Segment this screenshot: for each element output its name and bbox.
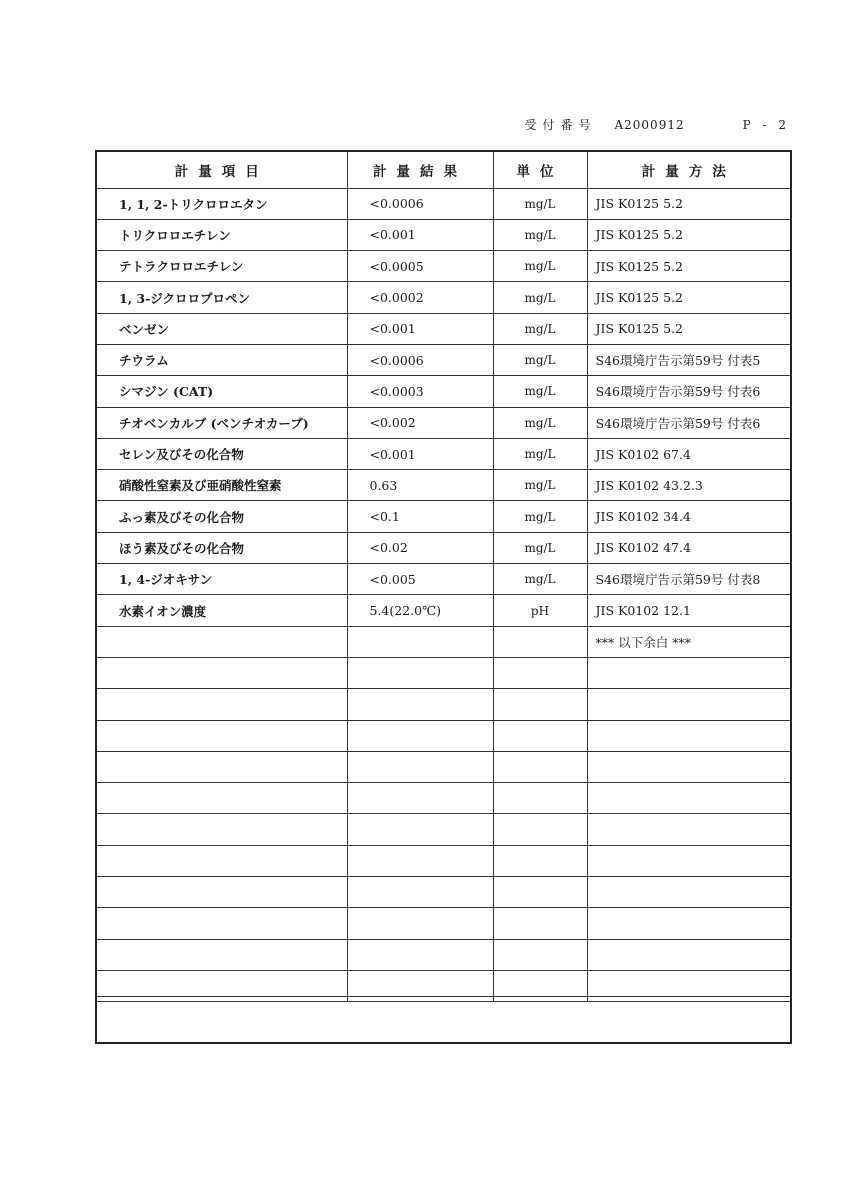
cell-unit: mg/L [493,376,587,407]
table-row [97,188,790,219]
cell-method: *** 以下余白 *** [587,626,790,657]
cell-item: テトラクロロエチレン [97,251,347,282]
cell-unit [493,814,587,845]
cell-method [587,657,790,688]
cell-unit [493,689,587,720]
remarks-box [97,996,790,1042]
cell-method: JIS K0125 5.2 [587,219,790,250]
column-header-method: 計量方法 [587,152,790,188]
cell-unit: pH [493,595,587,626]
table-row [97,845,790,876]
cell-result: <0.0002 [347,282,493,313]
cell-item: トリクロロエチレン [97,219,347,250]
cell-item [97,814,347,845]
cell-method: JIS K0125 5.2 [587,251,790,282]
table-row [97,313,790,344]
cell-method: S46環境庁告示第59号 付表6 [587,407,790,438]
cell-result: <0.0005 [347,251,493,282]
cell-result [347,657,493,688]
cell-result [347,814,493,845]
cell-item [97,689,347,720]
reception-number: A2000912 [614,118,685,132]
table-row [97,501,790,532]
table-row [97,783,790,814]
cell-unit [493,877,587,908]
cell-result [347,908,493,939]
cell-result: <0.0006 [347,188,493,219]
cell-method [587,814,790,845]
cell-item [97,657,347,688]
cell-method: JIS K0102 47.4 [587,532,790,563]
table-row [97,877,790,908]
cell-item [97,783,347,814]
cell-unit [493,626,587,657]
cell-result [347,720,493,751]
table-row [97,564,790,595]
cell-item [97,751,347,782]
cell-result [347,626,493,657]
cell-unit: mg/L [493,407,587,438]
cell-result: <0.1 [347,501,493,532]
cell-result [347,783,493,814]
cell-item: 1, 1, 2-トリクロロエタン [97,188,347,219]
cell-unit [493,939,587,970]
table-row [97,814,790,845]
table-row [97,251,790,282]
cell-unit [493,751,587,782]
reception-label: 受付番号 [524,118,597,132]
cell-unit: mg/L [493,501,587,532]
table-row [97,282,790,313]
table-row [97,470,790,501]
cell-item [97,845,347,876]
cell-result: <0.001 [347,313,493,344]
cell-unit: mg/L [493,219,587,250]
column-header-result: 計量結果 [347,152,493,188]
cell-item: チオベンカルブ (ベンチオカーブ) [97,407,347,438]
cell-item [97,877,347,908]
table-row [97,438,790,469]
cell-unit [493,908,587,939]
cell-item: ふっ素及びその化合物 [97,501,347,532]
cell-result [347,939,493,970]
cell-method: S46環境庁告示第59号 付表6 [587,376,790,407]
cell-result: <0.002 [347,407,493,438]
cell-method [587,877,790,908]
results-sheet [95,150,792,1044]
cell-result [347,845,493,876]
table-row [97,657,790,688]
cell-item [97,939,347,970]
cell-method: JIS K0102 43.2.3 [587,470,790,501]
table-row [97,689,790,720]
cell-unit [493,783,587,814]
cell-result: <0.005 [347,564,493,595]
cell-unit: mg/L [493,251,587,282]
cell-unit: mg/L [493,344,587,375]
cell-method [587,783,790,814]
cell-unit [493,720,587,751]
cell-unit: mg/L [493,564,587,595]
table-row [97,376,790,407]
cell-result: 5.4(22.0℃) [347,595,493,626]
cell-unit: mg/L [493,532,587,563]
cell-result [347,877,493,908]
cell-item: チウラム [97,344,347,375]
cell-unit: mg/L [493,188,587,219]
table-header-row [97,152,790,188]
cell-method [587,689,790,720]
cell-method: JIS K0125 5.2 [587,313,790,344]
cell-method [587,908,790,939]
cell-result: <0.02 [347,532,493,563]
cell-item [97,908,347,939]
cell-item: シマジン (CAT) [97,376,347,407]
table-row [97,407,790,438]
cell-unit: mg/L [493,313,587,344]
cell-result: 0.63 [347,470,493,501]
cell-item [97,720,347,751]
reception-header [524,116,790,133]
cell-method: S46環境庁告示第59号 付表8 [587,564,790,595]
cell-item: セレン及びその化合物 [97,438,347,469]
cell-method: JIS K0125 5.2 [587,282,790,313]
page-number: P - 2 [742,118,790,132]
table-row [97,532,790,563]
cell-result: <0.001 [347,438,493,469]
cell-item: ベンゼン [97,313,347,344]
cell-method: JIS K0102 34.4 [587,501,790,532]
cell-method [587,720,790,751]
cell-item: 1, 4-ジオキサン [97,564,347,595]
table-row [97,219,790,250]
cell-item: 1, 3-ジクロロプロペン [97,282,347,313]
cell-result [347,751,493,782]
cell-method: S46環境庁告示第59号 付表5 [587,344,790,375]
cell-unit [493,657,587,688]
cell-unit: mg/L [493,470,587,501]
column-header-item: 計量項目 [97,152,347,188]
cell-method: JIS K0102 67.4 [587,438,790,469]
cell-item: 水素イオン濃度 [97,595,347,626]
table-row [97,626,790,657]
table-row [97,595,790,626]
cell-item: 硝酸性窒素及び亜硝酸性窒素 [97,470,347,501]
cell-result [347,689,493,720]
cell-method [587,751,790,782]
column-header-unit: 単位 [493,152,587,188]
cell-unit: mg/L [493,438,587,469]
cell-result: <0.0006 [347,344,493,375]
table-row [97,751,790,782]
table-row [97,908,790,939]
results-table [97,152,790,1002]
cell-unit: mg/L [493,282,587,313]
cell-item: ほう素及びその化合物 [97,532,347,563]
cell-unit [493,845,587,876]
cell-method: JIS K0125 5.2 [587,188,790,219]
table-row [97,344,790,375]
cell-method [587,845,790,876]
cell-method: JIS K0102 12.1 [587,595,790,626]
cell-item [97,626,347,657]
table-row [97,720,790,751]
cell-method [587,939,790,970]
cell-result: <0.001 [347,219,493,250]
table-row [97,939,790,970]
cell-result: <0.0003 [347,376,493,407]
